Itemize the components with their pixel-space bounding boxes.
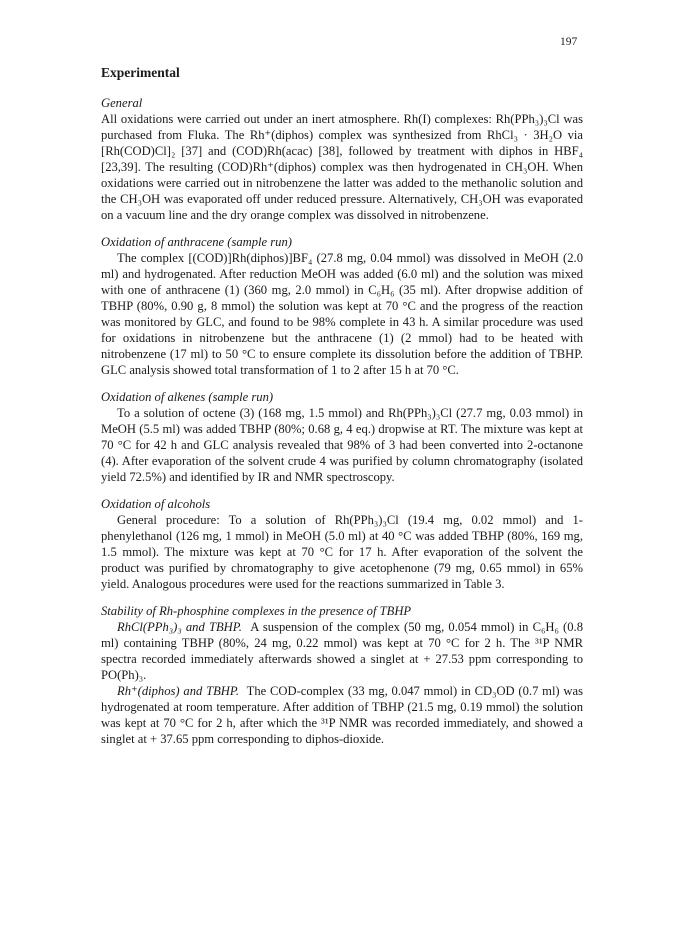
- paragraph-label: Rh⁺(diphos) and TBHP.: [117, 684, 240, 698]
- paragraph: General procedure: To a solution of Rh(PPh₃)₃Cl (19.4 mg, 0.02 mmol) and 1-phenylethanol (126 mg, 1 mmol) in MeOH (5.0 ml) at 40 °C was added TBHP (80%, 169 mg, 1.5 mmol). The mixture was kept at 70 °C for 17 h. After evaporation of the solvent the product was purified by chromatography to give acetophenone (79 mg, 0.65 mmol) in 65% yield. Analogous procedures were used for the reactions summarized in Table 3.: [101, 513, 583, 591]
- paragraph: [101, 619, 583, 683]
- subsection-title: Oxidation of anthracene (sample run): [101, 235, 292, 249]
- subsection-title: Stability of Rh-phosphine complexes in the presence of TBHP: [101, 604, 412, 618]
- subsection-title: General: [101, 96, 143, 110]
- paragraph-text: A suspension of the complex (50 mg, 0.054 mmol) in C₆H₆ (0.8 ml) containing TBHP (80%, 24 mg, 0.22 mmol) was kept at 70 °C for 2 h. The ³¹P NMR spectra recorded immediately afterwards showed a singlet at + 27.53 ppm corresponding to PO(Ph)₃.: [101, 620, 583, 682]
- paragraph: The complex [(COD)]Rh(diphos)]BF₄ (27.8 mg, 0.04 mmol) was dissolved in MeOH (2.0 ml) and hydrogenated. After reduction MeOH was added (6.0 ml) and the solution was mixed with one of anthracene (1) (360 mg, 2.0 mmol) in C₆H₆ (35 ml). After dropwise addition of TBHP (80%, 0.90 g, 8 mmol) the solution was kept at 70 °C and the progress of the reaction was monitored by GLC, and found to be 98% complete in 43 h. A similar procedure was used for oxidations in nitrobenzene but the anthracene (1) (2 mmol) had to be heated with nitrobenzene (17 ml) to 50 °C to ensure complete its dissolution before the addition of TBHP. GLC analysis showed total transformation of 1 to 2 after 15 h at 70 °C.: [101, 251, 583, 377]
- section-oxidation-alkenes: [101, 389, 583, 485]
- section-general: [101, 95, 583, 223]
- section-oxidation-alcohols: [101, 496, 583, 592]
- paragraph: [101, 683, 583, 747]
- paragraph: All oxidations were carried out under an inert atmosphere. Rh(I) complexes: Rh(PPh₃)₃Cl was purchased from Fluka. The Rh⁺(diphos) complex was synthesized from RhCl₃ · 3H₂O via [Rh(COD)Cl]₂ [37] and (COD)Rh(acac) [38], followed by treatment with diphos in HBF₄ [23,39]. The resulting (COD)Rh⁺(diphos) complex was then hydrogenated in CH₃OH. When oxidations were carried out in nitrobenzene the latter was added to the methanolic solution and the CH₃OH was evaporated off under reduced pressure. Alternatively, CH₃OH was evaporated on a vacuum line and the dry orange complex was dissolved in nitrobenzene.: [101, 112, 583, 222]
- article-body: [101, 64, 583, 758]
- subsection-title: Oxidation of alcohols: [101, 497, 211, 511]
- paragraph-label: RhCl(PPh₃)₃ and TBHP.: [117, 620, 242, 634]
- page-number: 197: [560, 36, 578, 48]
- paragraph-text: The COD-complex (33 mg, 0.047 mmol) in CD₃OD (0.7 ml) was hydrogenated at room temperature. After addition of TBHP (21.5 mg, 0.19 mmol) the solution was kept at 70 °C for 2 h, after which the ³¹P NMR was recorded immediately, and showed a singlet at + 37.65 ppm corresponding to diphos-dioxide.: [101, 684, 583, 746]
- section-stability: [101, 603, 583, 747]
- paragraph: To a solution of octene (3) (168 mg, 1.5 mmol) and Rh(PPh₃)₃Cl (27.7 mg, 0.03 mmol) in MeOH (5.5 ml) was added TBHP (80%; 0.68 g, 4 eq.) dropwise at RT. The mixture was kept at 70 °C for 42 h and GLC analysis revealed that 98% of 3 had been converted into 2-octanone (4). After evaporation of the solvent crude 4 was purified by column chromatography (isolated yield 72.5%) and identified by IR and NMR spectroscopy.: [101, 406, 583, 484]
- subsection-title: Oxidation of alkenes (sample run): [101, 390, 274, 404]
- section-heading: Experimental: [101, 65, 180, 80]
- section-oxidation-anthracene: [101, 234, 583, 378]
